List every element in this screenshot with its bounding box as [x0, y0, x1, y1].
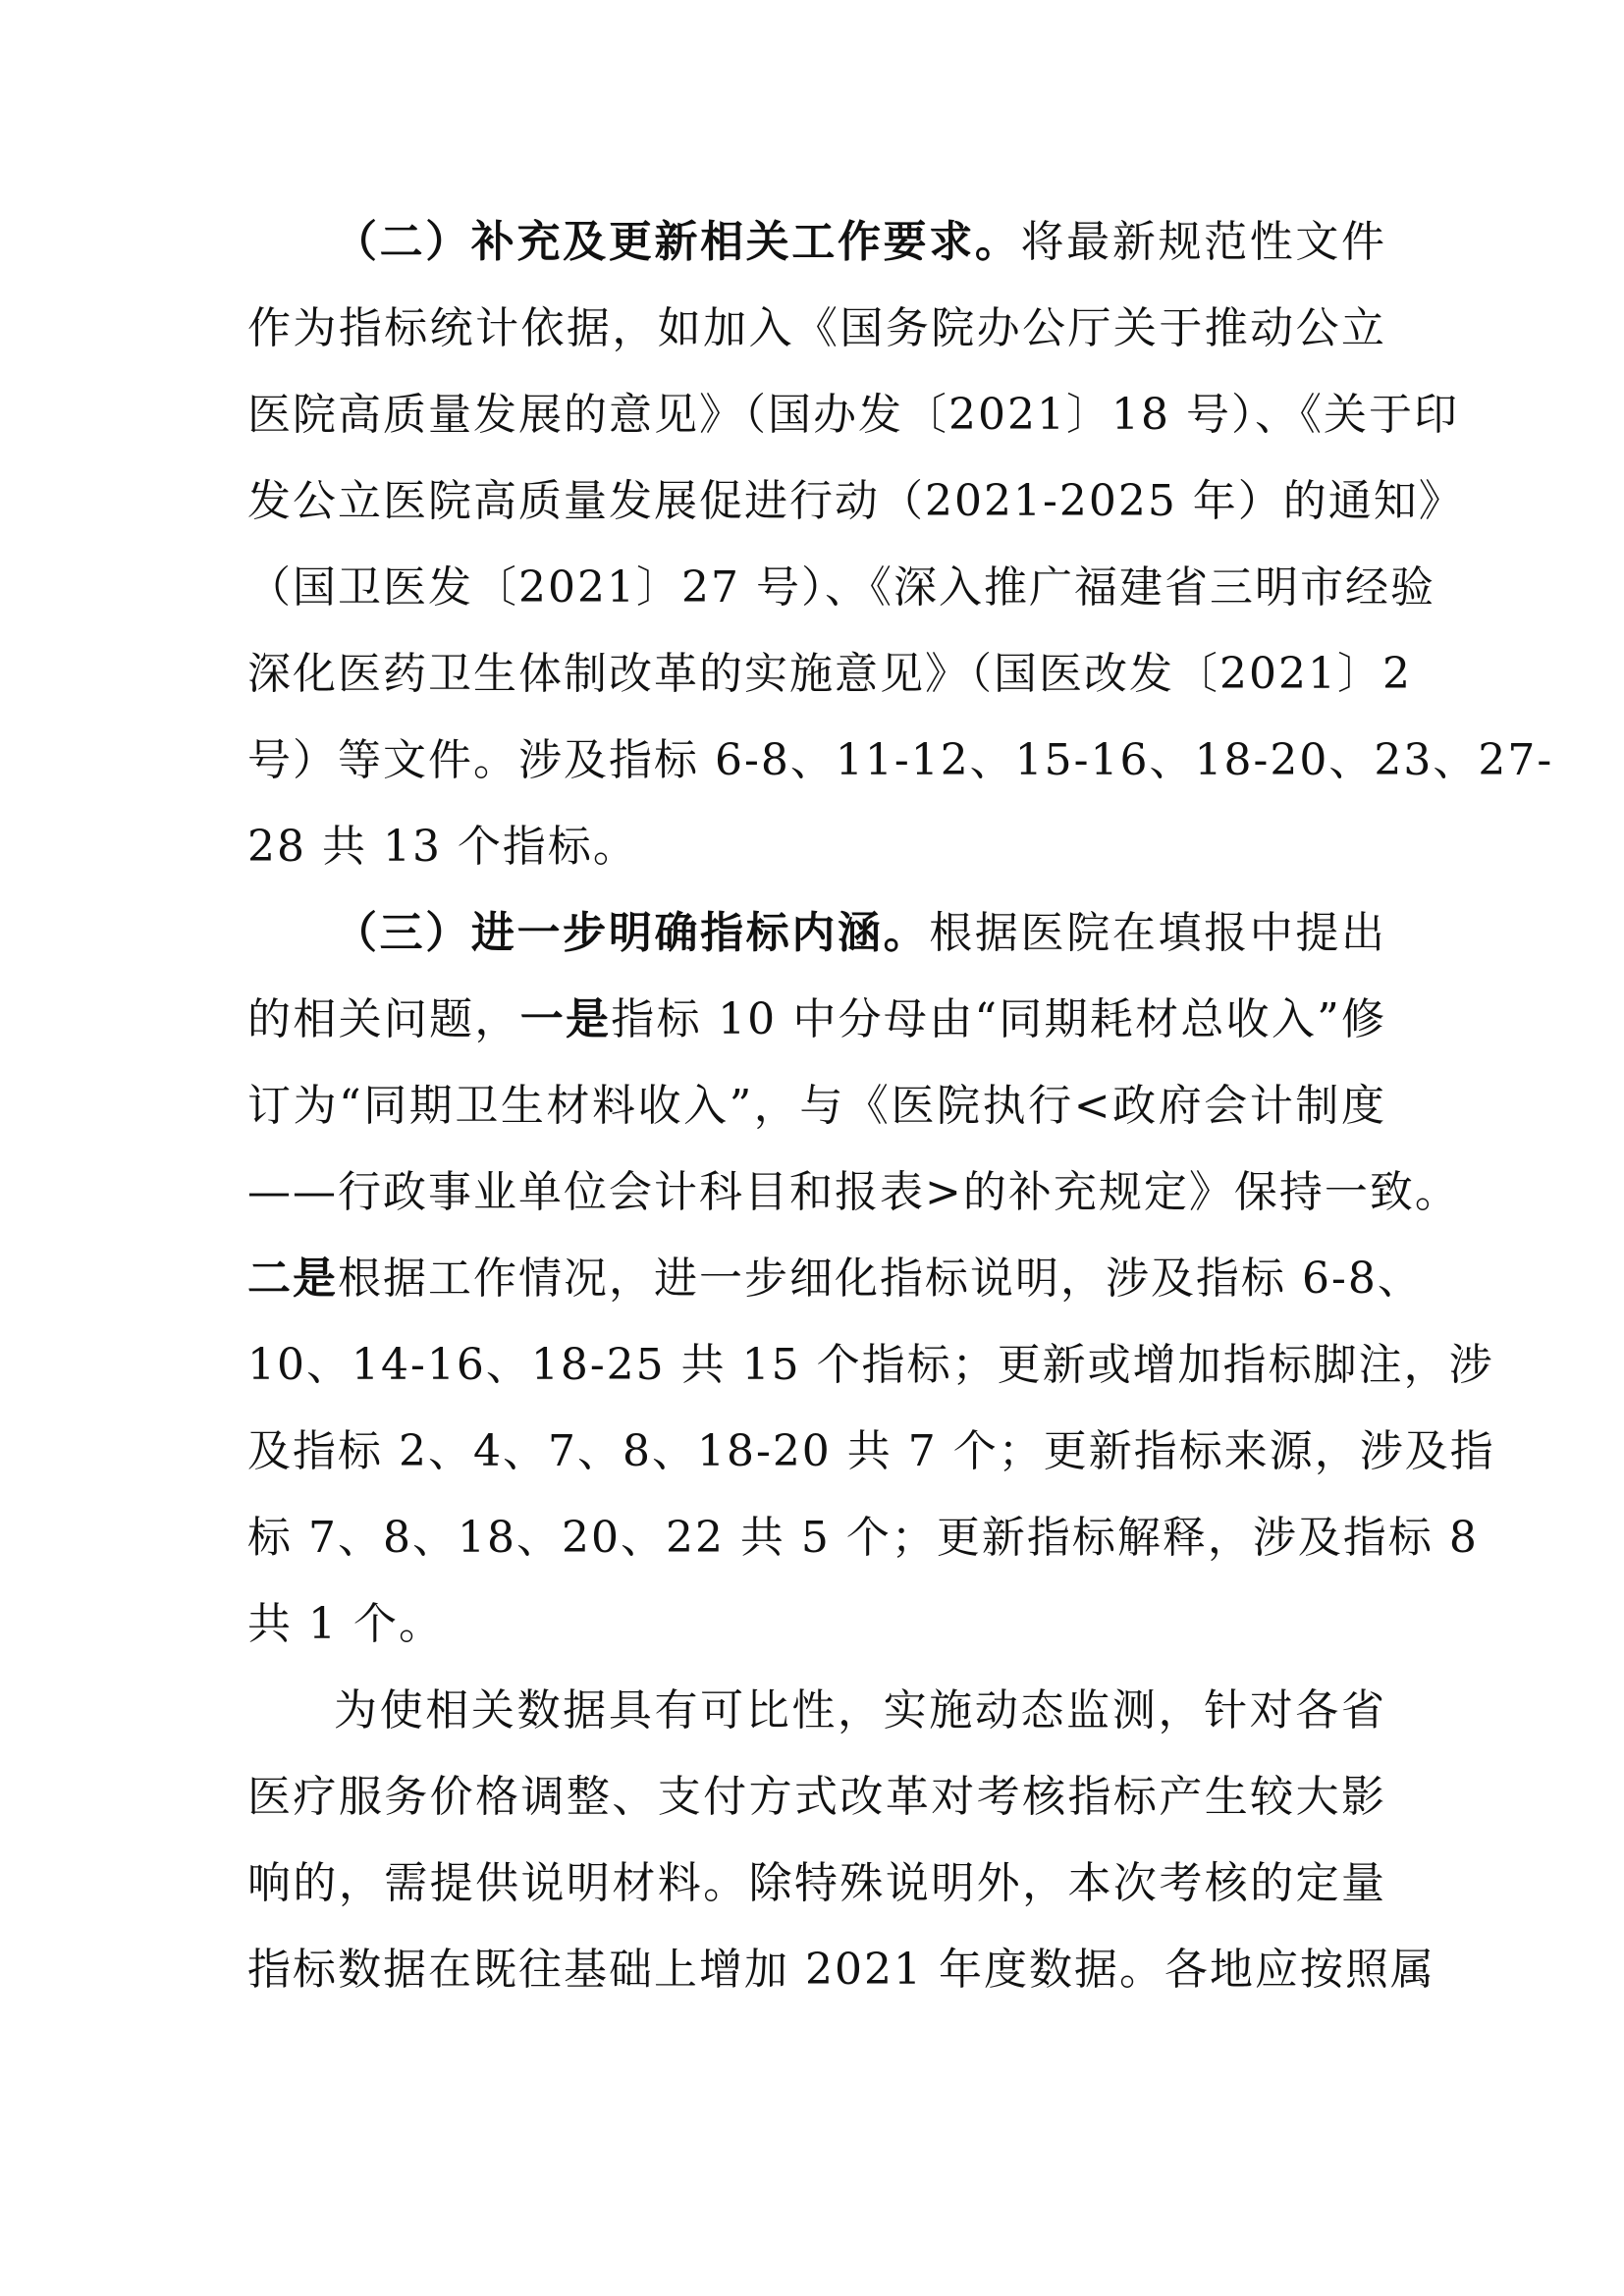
- p2-line-1-text: 根据医院在填报中提出: [929, 908, 1387, 958]
- p1-line-6: 深化医药卫生体制改革的实施意见》（国医改发〔2021〕2: [247, 649, 1412, 699]
- p2-line-8: 标 7、8、18、20、22 共 5 个；更新指标解释，涉及指标 8: [247, 1513, 1479, 1563]
- p2-line-9: 共 1 个。: [247, 1599, 444, 1649]
- p2-line-2-pre: 的相关问题，: [247, 994, 520, 1044]
- p2-line-1: [334, 899, 1386, 968]
- section-heading-3: （三）进一步明确指标内涵。: [334, 908, 930, 958]
- p3-line-4: 指标数据在既往基础上增加 2021 年度数据。各地应按照属: [247, 1945, 1435, 1995]
- p2-line-3: 订为“同期卫生材料收入”，与《医院执行<政府会计制度: [247, 1081, 1386, 1131]
- p1-line-2: 作为指标统计依据，如加入《国务院办公厅关于推动公立: [247, 303, 1386, 353]
- p1-line-4: 发公立医院高质量发展促进行动（2021-2025 年）的通知》: [247, 476, 1464, 526]
- p3-line-2: 医疗服务价格调整、支付方式改革对考核指标产生较大影: [247, 1772, 1386, 1822]
- p2-line-7: 及指标 2、4、7、8、18-20 共 7 个；更新指标来源，涉及指: [247, 1426, 1495, 1476]
- p1-line-1-text: 将最新规范性文件: [1020, 217, 1387, 267]
- p2-line-2: [247, 986, 1386, 1054]
- p1-line-7: 号）等文件。涉及指标 6-8、11-12、15-16、18-20、23、27-: [247, 735, 1554, 785]
- p2-line-5: [247, 1245, 1423, 1313]
- p2-line-4: ——行政事业单位会计科目和报表>的补充规定》保持一致。: [247, 1167, 1460, 1217]
- item-marker-1: 一是: [519, 994, 612, 1044]
- p2-line-5-rest: 根据工作情况，进一步细化指标说明，涉及指标 6-8、: [338, 1254, 1423, 1304]
- p1-line-3: 医院高质量发展的意见》（国办发〔2021〕18 号）、《关于印: [247, 390, 1459, 440]
- section-heading-2: （二）补充及更新相关工作要求。: [334, 217, 1021, 267]
- p3-line-1: 为使相关数据具有可比性，实施动态监测，针对各省: [334, 1685, 1386, 1735]
- p3-line-3: 响的，需提供说明材料。除特殊说明外，本次考核的定量: [247, 1858, 1386, 1908]
- p1-line-5: （国卫医发〔2021〕27 号）、《深入推广福建省三明市经验: [247, 562, 1435, 613]
- p2-line-2-rest: 指标 10 中分母由“同期耗材总收入”修: [611, 994, 1387, 1044]
- item-marker-2: 二是: [247, 1254, 338, 1304]
- p1-line-1: [334, 208, 1386, 277]
- p1-line-8: 28 共 13 个指标。: [247, 822, 638, 872]
- p2-line-6: 10、14-16、18-25 共 15 个指标；更新或增加指标脚注，涉: [247, 1340, 1494, 1390]
